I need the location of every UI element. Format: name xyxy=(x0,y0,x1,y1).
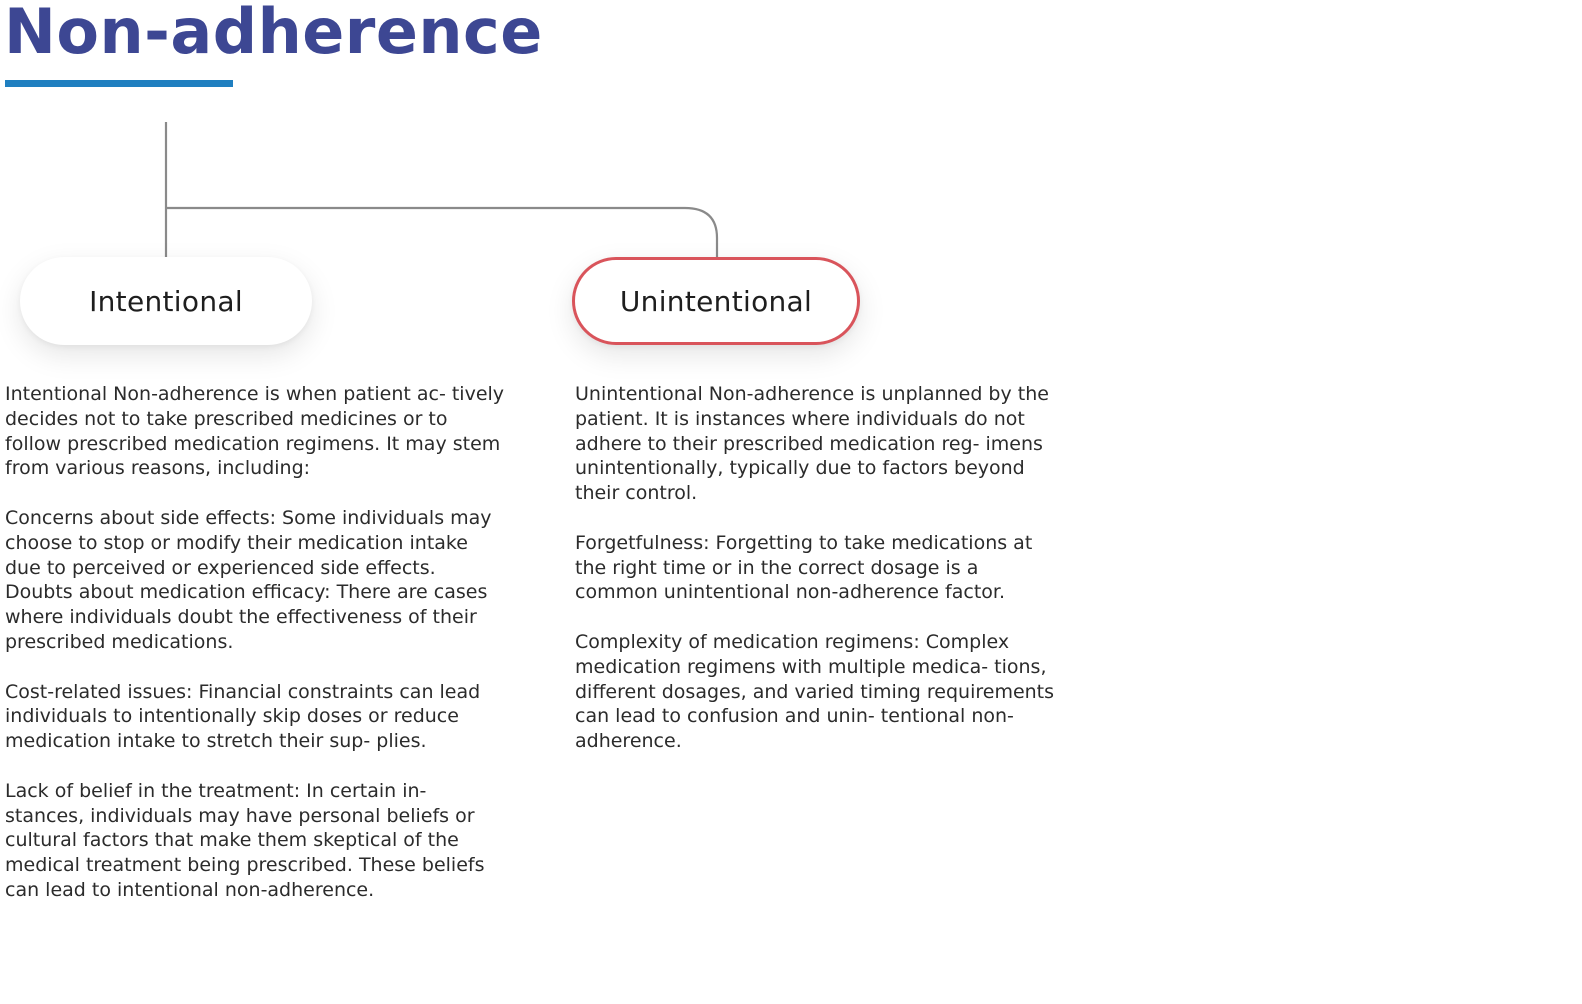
intentional-intro: Intentional Non-adherence is when patient ac- tively decides not to take prescribed medicines or to follow prescribed medication regimens. It may stem from various reasons, including: xyxy=(5,383,505,480)
intentional-reason-cost: Cost-related issues: Financial constraints can lead individuals to intentionally skip doses or reduce medication intake to stretch their sup- plies. xyxy=(5,680,481,753)
connector-branch xyxy=(166,208,717,257)
unintentional-reason-forgetfulness: Forgetfulness: Forgetting to take medications at the right time or in the correct dosage is a common unintentional non-adherence factor. xyxy=(575,531,1033,604)
intentional-reason-side-effects: Concerns about side effects: Some individuals may choose to stop or modify their medication intake due to perceived or experienced side effects. xyxy=(5,506,492,579)
intentional-reason-efficacy: Doubts about medication efficacy: There are cases where individuals doubt the effectiveness of their prescribed medications. xyxy=(5,581,488,653)
unintentional-intro: Unintentional Non-adherence is unplanned by the patient. It is instances where individuals do not adhere to their prescribed medication reg- imens unintentionally, typically due to factors beyond their control. xyxy=(575,383,1049,505)
unintentional-node-label: Unintentional xyxy=(619,284,813,318)
page-title: Non-adherence xyxy=(4,0,543,68)
unintentional-description xyxy=(575,382,1067,754)
unintentional-reason-complexity: Complexity of medication regimens: Complex medication regimens with multiple medica- tions, different dosages, and varied timing requirements can lead to confusion and unin- tentional non-adherence. xyxy=(575,630,1055,753)
intentional-node xyxy=(20,257,312,345)
intentional-node-label: Intentional xyxy=(89,284,243,318)
intentional-description xyxy=(5,382,507,903)
intentional-reason-belief: Lack of belief in the treatment: In certain in- stances, individuals may have personal beliefs or cultural factors that make them skeptical of the medical treatment being prescribed. These beliefs can lead to intentional non-adherence. xyxy=(5,779,485,901)
title-underline xyxy=(5,80,233,87)
unintentional-node xyxy=(572,257,860,345)
